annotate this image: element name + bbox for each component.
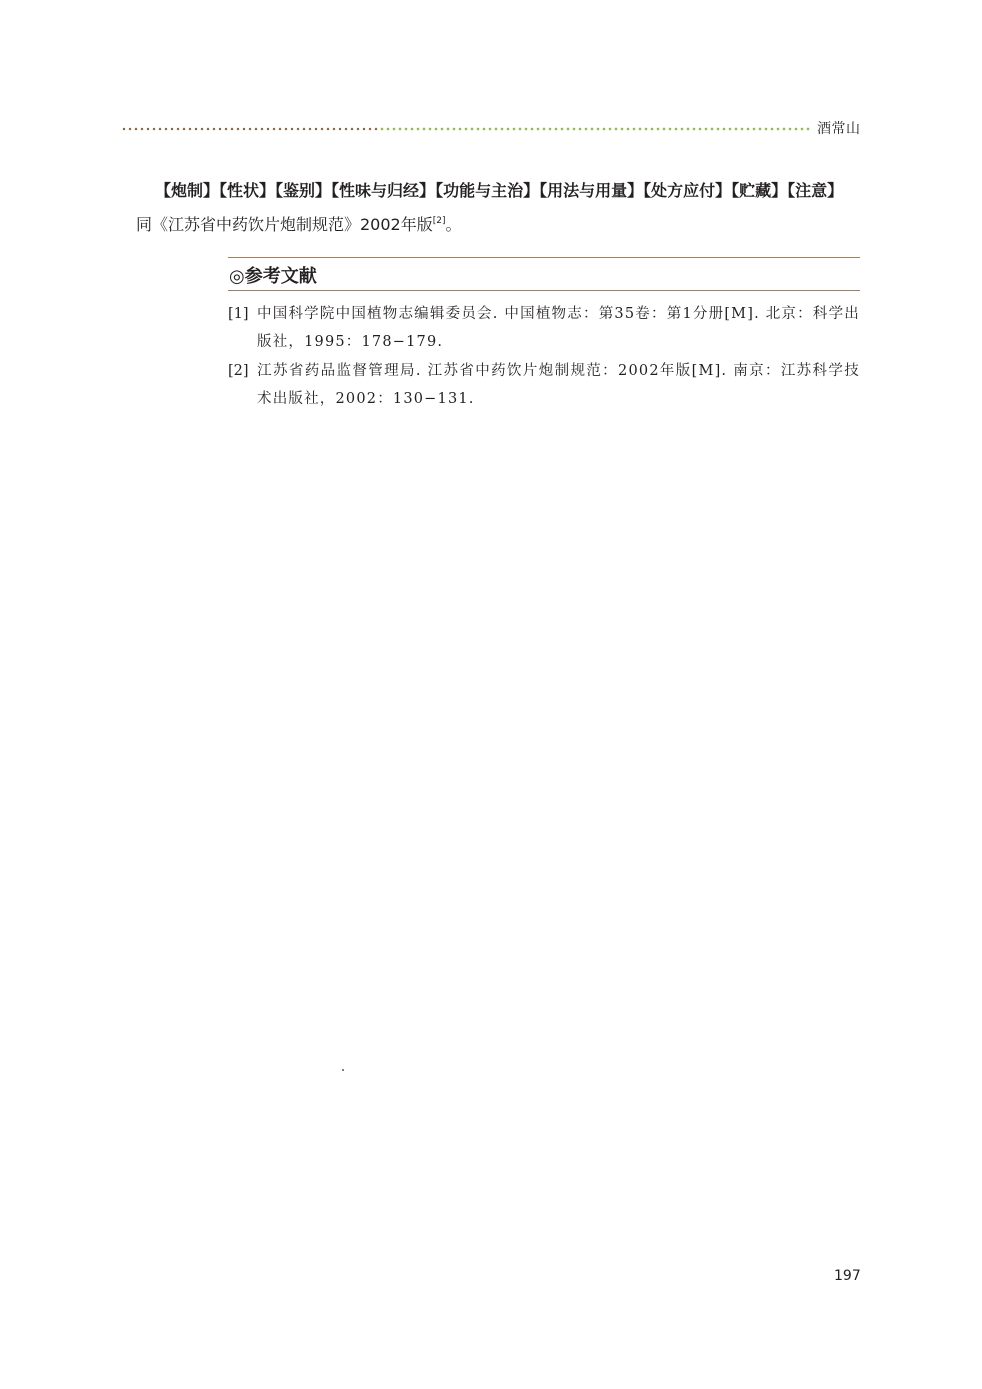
reference-number: [2] [228,363,249,379]
references-rule-bottom [228,290,860,291]
end-mark: 。 [445,215,462,234]
references-rule-top [228,257,860,258]
references-list [228,300,860,414]
reference-item [228,357,860,413]
stray-dot [342,1069,344,1071]
header-dotted-rule-green [380,127,812,131]
section-tag-caution: 【注意】 [787,181,844,200]
section-tag-storage: 【贮藏】 [731,181,788,200]
reference-text: 江苏省药品监督管理局. 江苏省中药饮片炮制规范：2002年版[M]. 南京：江苏科学技术出版社，2002：130−131. [257,363,860,407]
page-number: 197 [834,1268,861,1284]
reference-number: [1] [228,306,249,322]
section-tag-characters: 【性状】 [219,181,276,200]
body-paragraph [122,176,862,240]
section-tag-nature-meridian: 【性味与归经】 [331,181,436,200]
citation-mark: [2] [432,216,446,226]
section-tag-function-indication: 【功能与主治】 [435,181,540,200]
reference-item [228,300,860,356]
section-tag-processing: 【炮制】 [155,181,220,200]
section-tag-identification: 【鉴别】 [275,181,332,200]
section-tag-usage-dosage: 【用法与用量】 [539,181,644,200]
references-heading: ◎参考文献 [229,266,317,287]
reference-text: 中国科学院中国植物志编辑委员会. 中国植物志：第35卷：第1分册[M]. 北京：科学出版社，1995：178−179. [257,306,860,350]
running-head: 酒常山 [817,121,861,137]
same-as-text: 同《江苏省中药饮片炮制规范》2002年版 [136,215,433,234]
section-tag-prescription: 【处方应付】 [643,181,732,200]
